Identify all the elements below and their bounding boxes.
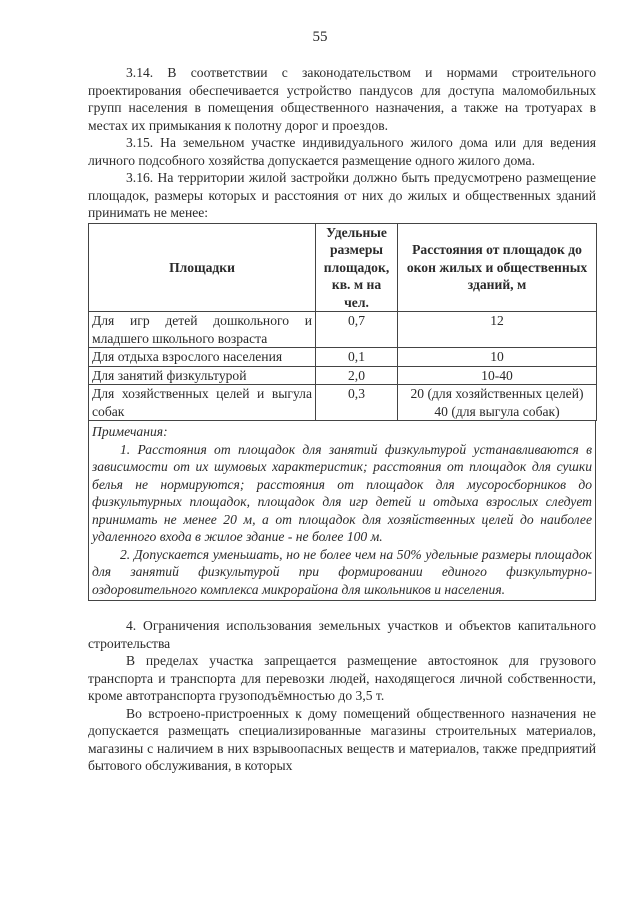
row-distance: 10: [398, 348, 597, 367]
header-distance: Расстояния от площадок до окон жилых и общественных зданий, м: [398, 223, 597, 312]
row-name: Для отдыха взрослого населения: [89, 348, 316, 367]
row-distance-line: 40 (для выгула собак): [434, 403, 560, 419]
table-row: [89, 348, 597, 367]
note-1: 1. Расстояния от площадок для занятий физкультурой устанавливаются в зависимости от их шумовых характеристик; расстояния от площадок для сушки белья не нормируются; расстояния от площадок для мусоросборников до физкультурных площадок, площадок для игр детей и отдыха взрослых следует принимать не менее 20 м, а от площадок для хозяйственных целей до наиболее удаленного входа в жилое здание - не более 100 м.: [92, 441, 592, 544]
page-number: 55: [312, 29, 328, 45]
document-body: [88, 64, 596, 775]
row-distance: 12: [398, 312, 597, 348]
row-size: 2,0: [316, 366, 398, 385]
table-row: [89, 366, 597, 385]
row-name: Для хозяйственных целей и выгула собак: [89, 385, 316, 421]
section-4-paragraph-1: В пределах участка запрещается размещение автостоянок для грузового транспорта и транспорта для перевозки людей, находящегося личной собственности, кроме автотранспорта грузоподъёмностью до 3,5 т.: [88, 653, 596, 703]
row-distance-line: 20 (для хозяйственных целей): [410, 386, 584, 401]
header-unit-size: Удельные размеры площадок, кв. м на чел.: [316, 223, 398, 312]
paragraph-3-16: 3.16. На территории жилой застройки должно быть предусмотрено размещение площадок, размеры которых и расстояния от них до жилых и общественных зданий принимать не менее:: [88, 170, 596, 220]
row-distance: 10-40: [398, 366, 597, 385]
row-name: Для занятий физкультурой: [89, 366, 316, 385]
row-size: 0,7: [316, 312, 398, 348]
paragraph-3-15: 3.15. На земельном участке индивидуального жилого дома или для ведения личного подсобного хозяйства допускается размещение одного жилого дома.: [88, 135, 596, 168]
header-areas: Площадки: [89, 223, 316, 312]
row-name: Для игр детей дошкольного и младшего школьного возраста: [89, 312, 316, 348]
table-notes: [88, 421, 596, 601]
note-2: 2. Допускается уменьшать, но не более чем на 50% удельные размеры площадок для занятий физкультурой при формировании единого физкультурно-оздоровительного комплекса микрорайона для школьников и населения.: [92, 546, 592, 597]
areas-table: [88, 223, 597, 422]
table-row: [89, 385, 597, 421]
section-4-paragraph-2: Во встроено-пристроенных к дому помещений общественного назначения не допускается размещать специализированные магазины строительных материалов, магазины с наличием в них взрывоопасных веществ и материалов, также предприятий бытового обслуживания, в которых: [88, 705, 596, 773]
row-distance: [398, 385, 597, 421]
notes-title: Примечания:: [92, 424, 168, 439]
section-4-title: 4. Ограничения использования земельных участков и объектов капитального строительства: [88, 618, 596, 651]
paragraph-3-14: 3.14. В соответствии с законодательством и нормами строительного проектирования обеспечивается устройство пандусов для доступа маломобильных групп населения в помещения общественного назначения, а также на тротуарах в местах их примыкания к полотну дорог и проездов.: [88, 65, 596, 133]
table-header-row: [89, 223, 597, 312]
table-row: [89, 312, 597, 348]
row-size: 0,3: [316, 385, 398, 421]
row-size: 0,1: [316, 348, 398, 367]
